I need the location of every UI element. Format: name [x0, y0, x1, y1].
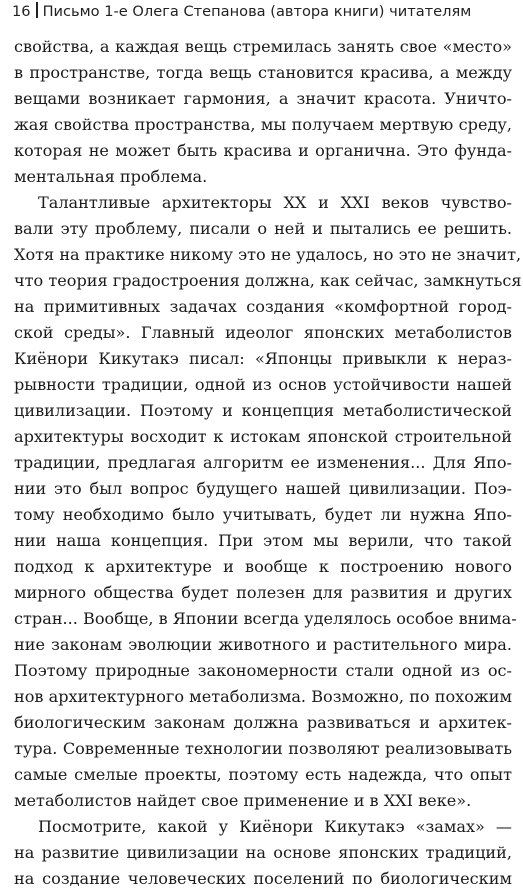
text-line: Посмотрите, какой у Киёнори Кикутакэ «замах» — — [38, 817, 512, 836]
text-line: на создание человеческих поселений по биологическим — [14, 869, 512, 888]
running-head — [12, 0, 471, 24]
text-line: свойства, а каждая вещь стремилась занять свое «место» — [14, 37, 512, 56]
text-line: стран... Вообще, в Японии всегда уделялось особое внима- — [14, 609, 517, 628]
text-line: на развитие цивилизации на основе японских традиций, — [14, 843, 512, 862]
text-line: Поэтому природные закономерности стали одной из ос- — [14, 661, 512, 680]
text-line: мирного общества будет полезен для развития и других — [14, 583, 512, 602]
text-line: метаболистов найдет свое применение и в XXI веке». — [14, 791, 472, 810]
text-line: вещами возникает гармония, а значит красота. Уничто- — [14, 89, 512, 108]
text-line: в пространстве, тогда вещь становится красива, а между — [14, 63, 512, 82]
text-line: архитектуры восходит к истокам японской строительной — [14, 427, 512, 446]
text-line: Талантливые архитекторы XX и XXI веков чувство- — [38, 193, 512, 212]
header-divider — [36, 2, 38, 18]
text-line: самые смелые проекты, поэтому есть надежда, что опыт — [14, 765, 512, 784]
text-line: биологическим законам должна развиваться и архитек- — [14, 713, 512, 732]
text-line: подход к архитектуре и вообще к построению нового — [14, 557, 512, 576]
text-line: нии это был вопрос будущего нашей цивилизации. Поэ- — [14, 479, 512, 498]
text-line: жая свойства пространства, мы получаем мертвую среду, — [14, 115, 512, 134]
chapter-title: Письмо 1-е Олега Степанова (автора книги) читателям — [42, 3, 472, 20]
text-line: на примитивных задачах создания «комфортной город- — [14, 297, 512, 316]
text-line: Хотя на практике никому это не удалось, но это не значит, — [14, 245, 522, 264]
text-line: цивилизации. Поэтому и концепция метаболистической — [14, 401, 512, 420]
text-line: ние законам эволюции животного и растительного мира. — [14, 635, 512, 654]
page-number: 16 — [12, 3, 31, 20]
text-line: тура. Современные технологии позволяют реализовывать — [14, 739, 512, 758]
text-line: нов архитектурного метаболизма. Возможно, по похожим — [14, 687, 512, 706]
body-text — [14, 34, 522, 892]
text-line: ской среды». Главный идеолог японских метаболистов — [14, 323, 512, 342]
text-line: тому необходимо было учитывать, будет ли нужна Япо- — [14, 505, 512, 524]
text-line: рывности традиции, одной из основ устойчивости нашей — [14, 375, 512, 394]
text-line: что теория градостроения должна, как сейчас, замкнуться — [14, 271, 522, 290]
text-line: традиции, предлагая алгоритм ее изменения... Для Япо- — [14, 453, 512, 472]
text-line: ментальная проблема. — [14, 167, 208, 186]
text-line: Киёнори Кикутакэ писал: «Японцы привыкли к нераз- — [14, 349, 512, 368]
text-line: нии наша концепция. При этом мы верили, что такой — [14, 531, 512, 550]
text-line: вали эту проблему, писали о ней и пытались ее решить. — [14, 219, 512, 238]
text-line: которая не может быть красива и органична. Это фунда- — [14, 141, 512, 160]
